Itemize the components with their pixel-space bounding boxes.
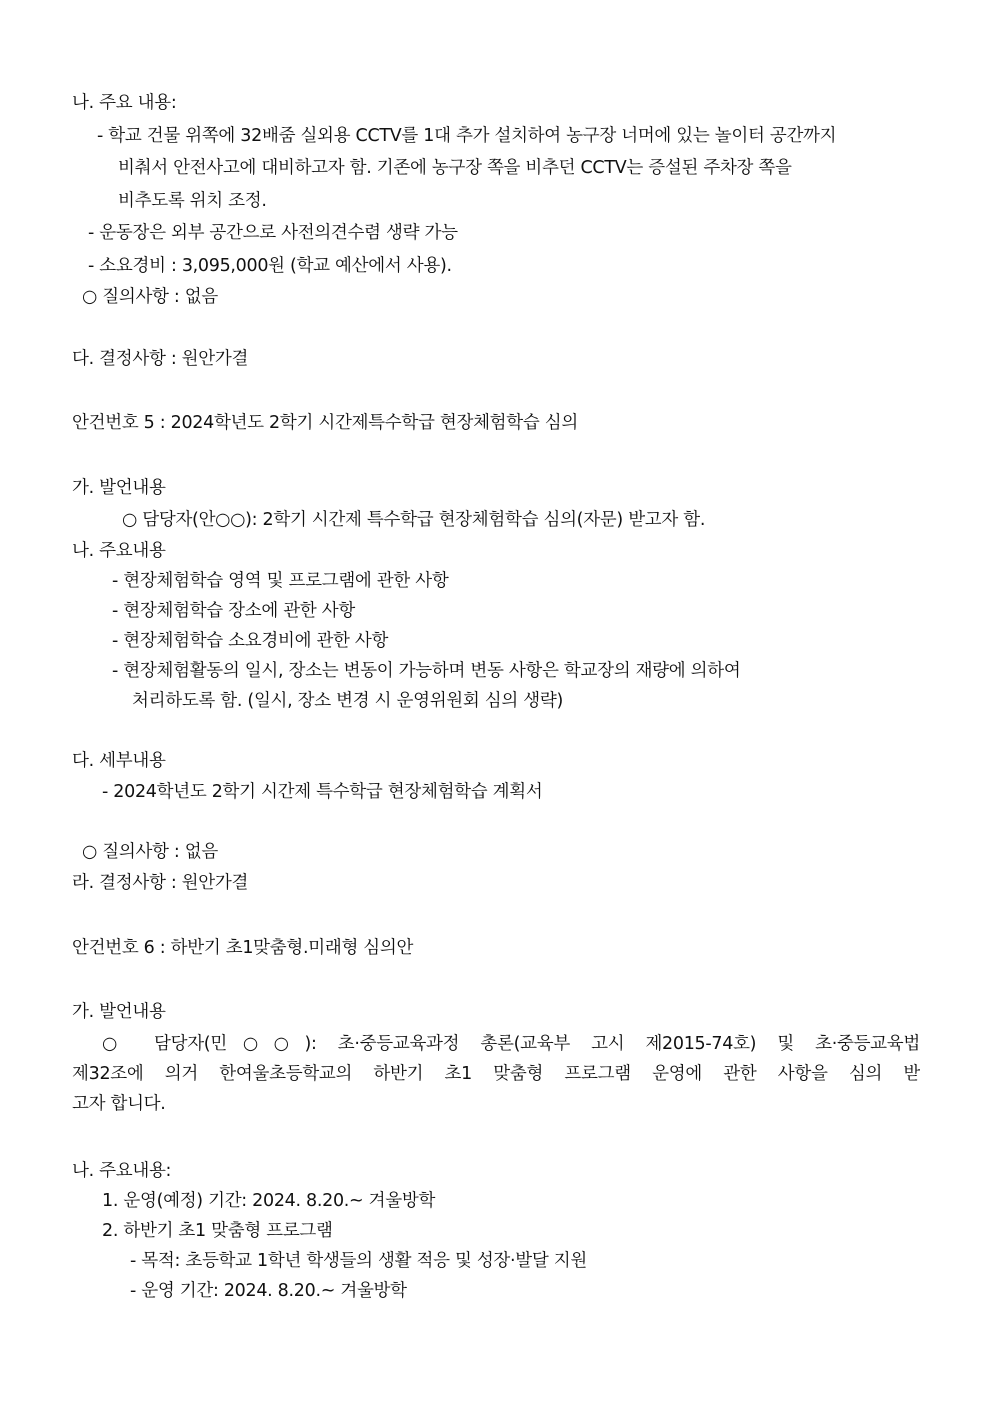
- agenda-title: 안건번호 5 : 2024학년도 2학기 시간제특수학급 현장체험학습 심의: [72, 413, 578, 433]
- text-line: - 학교 건물 위쪽에 32배줌 실외용 CCTV를 1대 추가 설치하여 농구장 너머에 있는 놀이터 공간까지: [97, 126, 837, 146]
- text-line: 비추도록 위치 조정.: [118, 191, 267, 211]
- agenda-title: 안건번호 6 : 하반기 초1맞춤형.미래형 심의안: [72, 938, 414, 958]
- section-heading: 나. 주요내용:: [72, 1161, 172, 1181]
- speaker-paragraph: [72, 1033, 920, 1123]
- text-line: - 현장체험학습 장소에 관한 사항: [112, 601, 355, 621]
- text-line: ○ 질의사항 : 없음: [82, 287, 218, 307]
- text-line: - 목적: 초등학교 1학년 학생들의 생활 적응 및 성장·발달 지원: [130, 1251, 587, 1271]
- section-heading: 다. 결정사항 : 원안가결: [72, 349, 249, 369]
- section-heading: 가. 발언내용: [72, 1002, 166, 1022]
- paragraph-line: 제32조에 의거 한여울초등학교의 하반기 초1 맞춤형 프로그램 운영에 관한 사항을 심의 받: [72, 1064, 920, 1084]
- text-line: - 현장체험학습 영역 및 프로그램에 관한 사항: [112, 571, 449, 591]
- text-line: - 2024학년도 2학기 시간제 특수학급 현장체험학습 계획서: [102, 782, 543, 802]
- text-line: 1. 운영(예정) 기간: 2024. 8.20.~ 겨울방학: [102, 1191, 436, 1211]
- section-heading: 나. 주요내용: [72, 541, 166, 561]
- text-line: 처리하도록 함. (일시, 장소 변경 시 운영위원회 심의 생략): [132, 691, 563, 711]
- section-heading: 다. 세부내용: [72, 751, 166, 771]
- text-line: ○ 담당자(안○○): 2학기 시간제 특수학급 현장체험학습 심의(자문) 받고자 함.: [122, 510, 706, 530]
- text-line: 나. 주요 내용:: [72, 93, 177, 113]
- paragraph-line: ○ 담당자(민○○): 초·중등교육과정 총론(교육부 고시 제2015-74호) 및 초·중등교육법: [102, 1034, 920, 1054]
- text-line: - 현장체험학습 소요경비에 관한 사항: [112, 631, 389, 651]
- paragraph-line: 고자 합니다.: [72, 1094, 166, 1114]
- text-line: 비춰서 안전사고에 대비하고자 함. 기존에 농구장 쪽을 비추던 CCTV는 증설된 주차장 쪽을: [118, 158, 792, 178]
- section-heading: 가. 발언내용: [72, 478, 166, 498]
- text-line: - 운동장은 외부 공간으로 사전의견수렴 생략 가능: [88, 223, 458, 243]
- text-line: - 운영 기간: 2024. 8.20.~ 겨울방학: [130, 1281, 407, 1301]
- text-line: 2. 하반기 초1 맞춤형 프로그램: [102, 1221, 333, 1241]
- text-line: - 현장체험활동의 일시, 장소는 변동이 가능하며 변동 사항은 학교장의 재량에 의하여: [112, 661, 741, 681]
- section-heading: 라. 결정사항 : 원안가결: [72, 873, 249, 893]
- text-line: - 소요경비 : 3,095,000원 (학교 예산에서 사용).: [88, 256, 452, 276]
- text-line: ○ 질의사항 : 없음: [82, 842, 218, 862]
